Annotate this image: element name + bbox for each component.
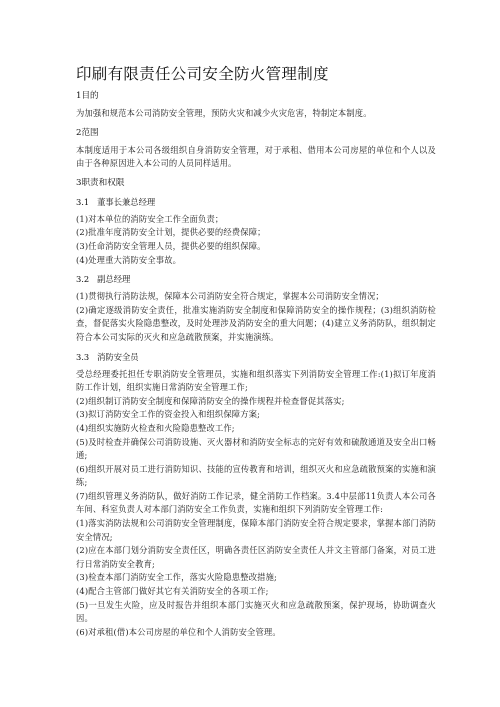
section-3-4-item: (6)对承租(借)本公司房屋的单位和个人消防安全管理。 xyxy=(76,626,281,637)
section-3-4-item: (2)应在本部门划分消防安全责任区，明确各责任区消防安全责任人并文主管部门备案，对员工进行日常消防安全教育; xyxy=(76,545,436,569)
section-3-4-item: (1)落实消防法规和公司消防安全管理制度，保障本部门消防安全符合规定要求，掌握本部门消防安全情况; xyxy=(76,518,436,542)
document-page xyxy=(76,62,436,639)
section-3-4-item: (4)配合主管部门做好其它有关消防安全的各项工作; xyxy=(76,586,269,597)
section-3-3-heading: 3.3 消防安全员 xyxy=(76,351,139,362)
section-3-1-heading: 3.1 董事长兼总经理 xyxy=(76,196,156,207)
section-3-3-item: 受总经理委托担任专职消防安全管理员，实施和组织落实下列消防安全管理工作:(1)拟订年度消防工作计划，组织实施日常消防安全管理工作; xyxy=(76,368,436,393)
section-3-2-heading: 3.2 副总经理 xyxy=(76,274,131,285)
section-2-heading: 2范围 xyxy=(76,127,99,138)
section-3-2-item: (2)确定逐级消防安全责任，批准实施消防安全制度和保障消防安全的操作规程；(3)组织消防检查，督促落实火险隐患整改，及时处理涉及消防安全的重大问题；(4)建立义务消防队，组织制定符合本公司实际的灭火和应急疏散预案，并实施演练。 xyxy=(76,304,436,342)
section-3-3-item: (5)及时检查并确保公司消防设施、灭火器材和消防安全标志的完好有效和硫散通道及安全出口畅通; xyxy=(76,436,436,461)
section-3-3-item: (7)组织管理义务消防队，做好消防工作记录，健全消防工作档案。3.4中层部11负责人本公司各车间、科室负责人对本部门消防安全工作负责，实施和组织下列消防安全管理工作: xyxy=(76,490,436,515)
section-3-1-item: (1)对本单位的消防安全工作全面负责； xyxy=(76,213,224,224)
section-1-heading: 1目的 xyxy=(76,91,99,101)
section-3-1-item: (3)任命消防安全管理人员，提供必要的组织保障。 xyxy=(76,240,266,251)
document-title: 印刷有限责任公司安全防火管理制度 xyxy=(76,65,329,83)
section-3-3-item: (2)组织制订消防安全制度和保障消防安全的操作规程并检查督促其落实; xyxy=(76,395,345,406)
section-3-3-item: (4)组织实施防火检查和火险隐患整改工作; xyxy=(76,422,235,433)
section-1-body: 为加强和规范本公司消防安全管理，预防火灾和减少火灾危害，特制定本制度。 xyxy=(76,108,372,118)
section-3-heading: 3职责和权限 xyxy=(76,177,125,188)
section-3-2-item: (1)贯彻执行消防法规，保障本公司消防安全符合规定，掌握本公司消防安全情况； xyxy=(76,291,384,302)
section-3-3-item: (3)拟订消防安全工作的资金投入和组织保障方案; xyxy=(76,409,261,420)
section-2-body: 本制度适用于本公司各级组织自身消防安全管理，对于承租、借用本公司房屋的单位和个人以及由于各种原因进入本公司的人员同样适用。 xyxy=(76,144,436,169)
section-3-3-item: (6)组织开展对员工进行消防知识、技能的宣传教育和培训，组织灭火和应急疏散预案的实施和演练; xyxy=(76,463,436,488)
section-3-1-item: (2)批准年度消防安全计划，提供必要的经费保障； xyxy=(76,227,266,238)
section-3-1-item: (4)处理重大消防安全事故。 xyxy=(76,254,182,265)
section-3-4-item: (3)检查本部门消防安全工作，落实火险隐患整改措施; xyxy=(76,572,277,583)
section-3-4-item: (5)一旦发生火险，应及时报告并组织本部门实施灭火和应急疏散预案，保护现场，协助调查火因。 xyxy=(76,599,436,624)
